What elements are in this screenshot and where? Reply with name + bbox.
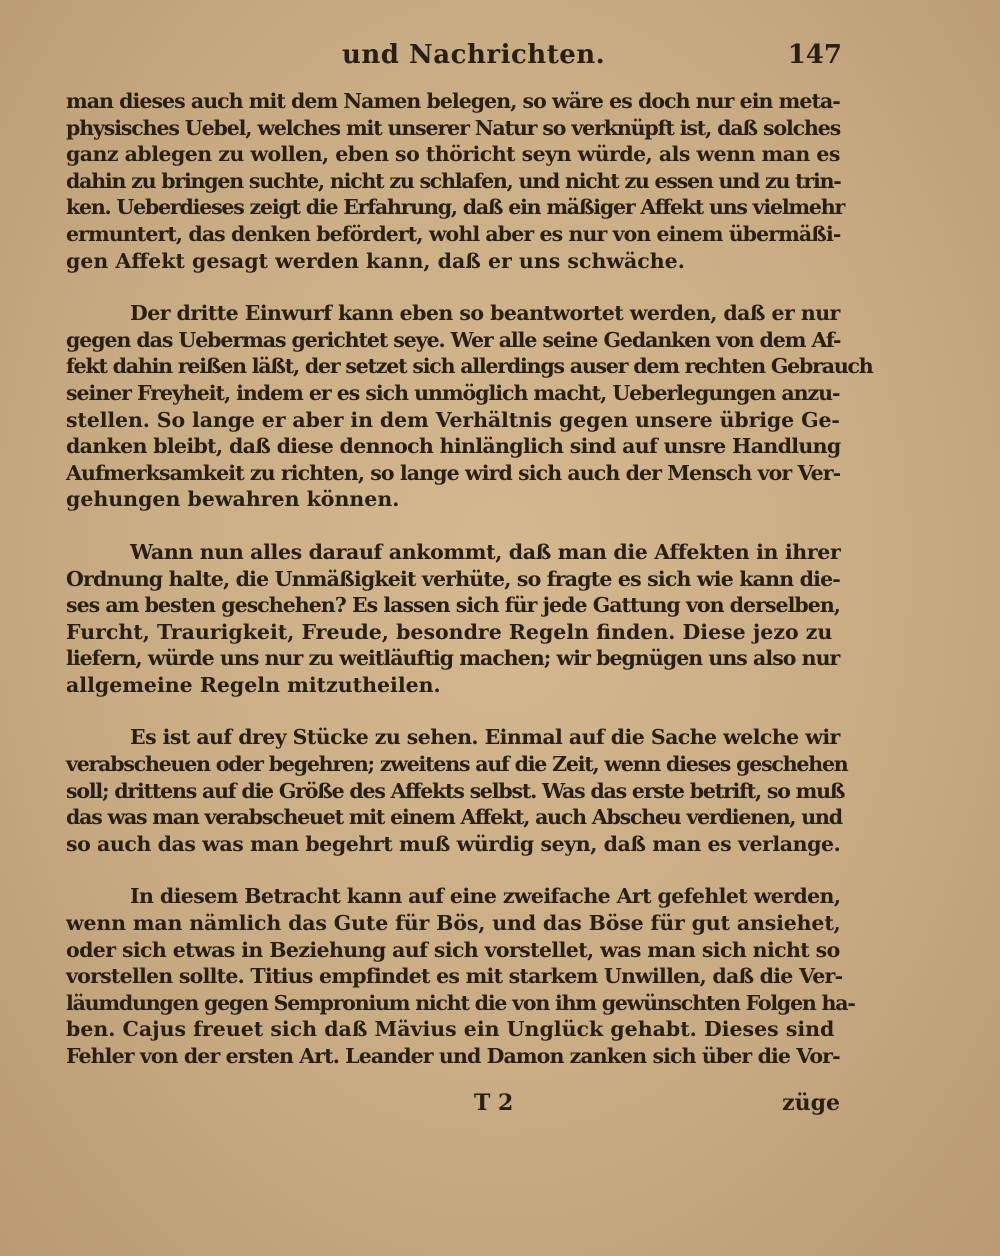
text-line: danken bleibt, daß diese dennoch hinlänglich sind auf unsre Handlung <box>66 434 841 459</box>
paragraph <box>66 539 840 699</box>
text-line: Der dritte Einwurf kann eben so beantwortet werden, daß er nur <box>130 301 840 326</box>
running-head: und Nachrichten. <box>342 40 606 70</box>
text-line: ermuntert, das denken befördert, wohl aber es nur von einem übermäßi- <box>66 221 841 246</box>
page-footer <box>66 1090 840 1130</box>
paragraph <box>66 724 848 857</box>
text-line: Es ist auf drey Stücke zu sehen. Einmal auf die Sache welche wir <box>130 725 840 750</box>
text-line: fekt dahin reißen läßt, der setzet sich allerdings auser dem rechten Gebrauch <box>66 354 873 379</box>
text-line: gegen das Uebermas gerichtet seye. Wer alle seine Gedanken von dem Af- <box>66 327 841 352</box>
text-line: verabscheuen oder begehren; zweitens auf die Zeit, wenn dieses geschehen <box>66 752 848 777</box>
text-line: In diesem Betracht kann auf eine zweifache Art gefehlet werden, <box>130 884 841 909</box>
paragraph <box>66 88 845 274</box>
signature-mark: T 2 <box>474 1090 514 1116</box>
text-line: ses am besten geschehen? Es lassen sich für jede Gattung von derselben, <box>66 593 840 618</box>
text-line: so auch das was man begehrt muß würdig seyn, daß man es verlange. <box>66 831 841 856</box>
text-line: wenn man nämlich das Gute für Bös, und das Böse für gut ansiehet, <box>66 911 841 936</box>
body-text <box>66 88 873 1096</box>
text-line: allgemeine Regeln mitzutheilen. <box>66 672 441 697</box>
page-header <box>62 40 842 76</box>
text-line: Ordnung halte, die Unmäßigkeit verhüte, so fragte es sich wie kann die- <box>66 566 840 591</box>
text-line: vorstellen sollte. Titius empfindet es mit starkem Unwillen, daß die Ver- <box>66 964 843 989</box>
text-line: ben. Cajus freuet sich daß Mävius ein Unglück gehabt. Dieses sind <box>66 1017 835 1042</box>
text-line: ken. Ueberdieses zeigt die Erfahrung, daß ein mäßiger Affekt uns vielmehr <box>66 195 845 220</box>
catchword: züge <box>782 1090 840 1116</box>
page-number: 147 <box>787 40 842 70</box>
text-line: läumdungen gegen Sempronium nicht die von ihm gewünschten Folgen ha- <box>66 990 855 1015</box>
text-line: Aufmerksamkeit zu richten, so lange wird sich auch der Mensch vor Ver- <box>66 460 841 485</box>
text-line: stellen. So lange er aber in dem Verhältnis gegen unsere übrige Ge- <box>66 407 840 432</box>
text-line: das was man verabscheuet mit einem Affekt, auch Abscheu verdienen, und <box>66 805 842 830</box>
paragraph <box>66 883 855 1069</box>
text-line: seiner Freyheit, indem er es sich unmöglich macht, Ueberlegungen anzu- <box>66 380 840 405</box>
paragraph <box>66 300 873 513</box>
text-line: physisches Uebel, welches mit unserer Natur so verknüpft ist, daß solches <box>66 115 841 140</box>
text-line: soll; drittens auf die Größe des Affekts selbst. Was das erste betrift, so muß <box>66 778 845 803</box>
text-line: gehungen bewahren können. <box>66 487 400 512</box>
text-line: Wann nun alles darauf ankommt, daß man die Affekten in ihrer <box>130 539 841 564</box>
text-line: Fehler von der ersten Art. Leander und Damon zanken sich über die Vor- <box>66 1044 840 1068</box>
text-line: gen Affekt gesagt werden kann, daß er uns schwäche. <box>66 248 685 273</box>
text-line: ganz ablegen zu wollen, eben so thöricht seyn würde, als wenn man es <box>66 142 840 167</box>
text-line: dahin zu bringen suchte, nicht zu schlafen, und nicht zu essen und zu trin- <box>66 168 841 193</box>
text-line: Furcht, Traurigkeit, Freude, besondre Regeln finden. Diese jezo zu <box>66 619 833 644</box>
text-line: liefern, würde uns nur zu weitläuftig machen; wir begnügen uns also nur <box>66 646 840 671</box>
text-line: oder sich etwas in Beziehung auf sich vorstellet, was man sich nicht so <box>66 937 840 962</box>
text-line: man dieses auch mit dem Namen belegen, so wäre es doch nur ein meta- <box>66 89 840 113</box>
